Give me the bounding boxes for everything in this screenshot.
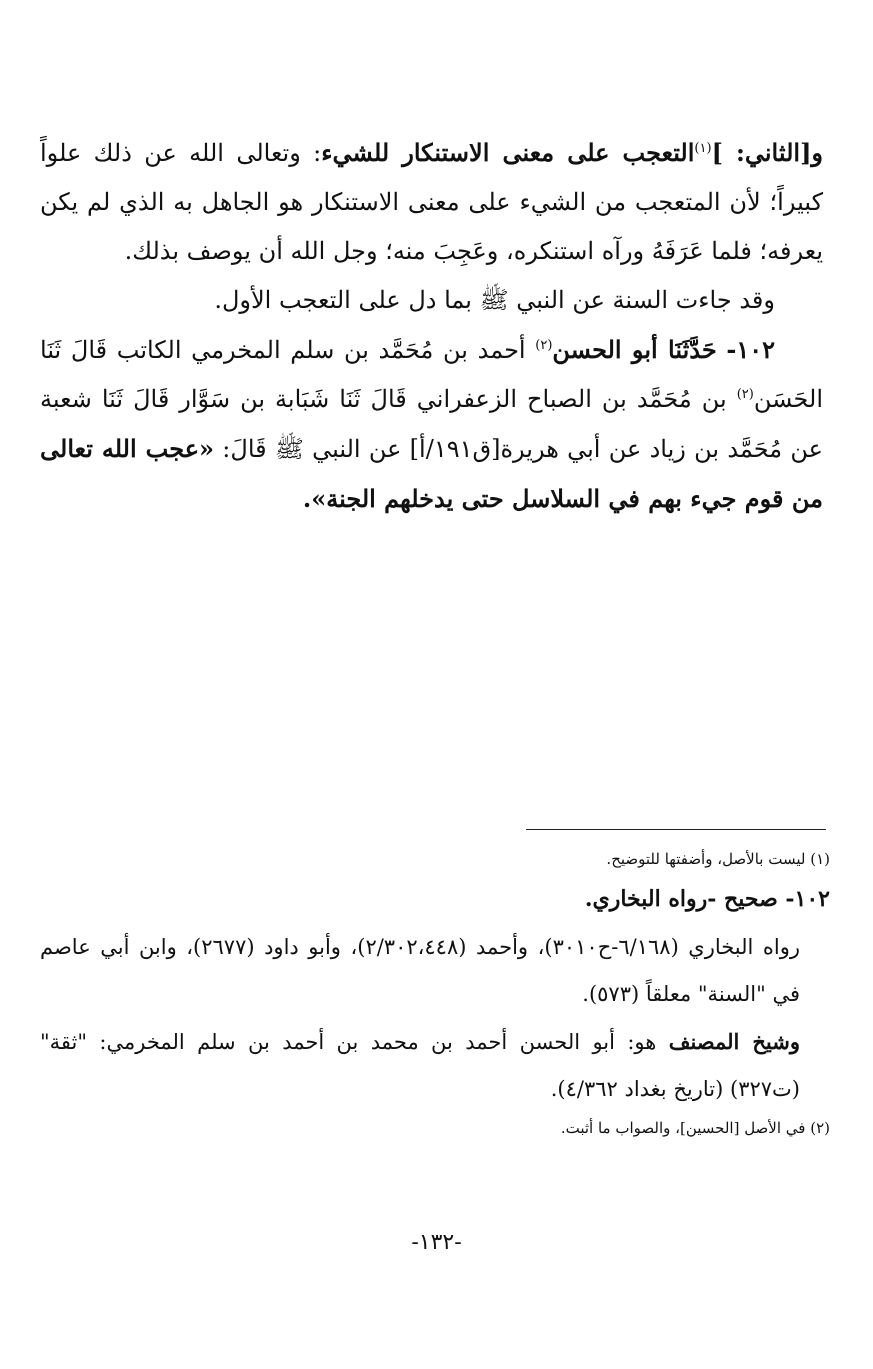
footnote-ref-1: (١) (694, 141, 712, 156)
hadith-number: ١٠٢- (726, 335, 775, 364)
footnote-1: (١) ليست بالأصل، وأضفتها للتوضيح. (606, 850, 830, 868)
shaykh-note (40, 1018, 830, 1113)
footnote-ref-2b: (٢) (736, 387, 754, 402)
paragraph-2: وقد جاءت السنة عن النبي ﷺ بما دل على التعجب الأول. (214, 286, 775, 314)
footnotes (40, 844, 830, 1143)
paragraph-1-bold-phrase: التعجب على معنى الاستنكار للشيء (321, 138, 695, 167)
takhrij-heading: ١٠٢- صحيح -رواه البخاري. (584, 886, 830, 912)
paragraph-1-lead: و[الثاني: ] (711, 138, 824, 167)
hadith-text: «عجب الله تعالى من قوم جيء بهم في السلاسل حتى يدخلهم الجنة». (40, 434, 823, 513)
paragraph-1 (40, 128, 823, 276)
takhrij-body: رواه البخاري (٦/١٦٨-ح٣٠١٠)، وأحمد (٢/٣٠٢،٤٤٨)، وأبو داود (٢٦٧٧)، وابن أبي عاصم في "السنة" معلقاً (٥٧٣). (40, 935, 801, 1006)
hadith-narration-lead: حَدَّثَنَا أبو الحسن (552, 335, 717, 364)
paragraph-1-body: : وتعالى الله عن ذلك علواً كبيراً؛ لأن المتعجب من الشيء على معنى الاستنكار هو الجاهل به الذي لم يكن يعرفه؛ فلما عَرَفَهُ ورآه استنكره، وعَجِبَ منه؛ وجل الله أن يوصف بذلك. (40, 139, 823, 265)
hadith-102 (40, 325, 823, 524)
hadith-chain-rest: بن مُحَمَّد بن الصباح الزعفراني قَالَ ثَنَا شَبَابة بن سَوَّار قَالَ ثَنَا شعبة عن مُحَمَّد بن زياد عن أبي هريرة[ق١٩١/أ] عن النبي ﷺ قَالَ: (40, 385, 823, 463)
footnote-ref-2a: (٢) (535, 338, 553, 353)
footnote-divider (526, 829, 826, 830)
shaykh-label: وشيخ المصنف (668, 1029, 801, 1054)
hadith-chain-mid: أحمد بن مُحَمَّد بن سلم المخرمي الكاتب قَالَ ثَنَا الحَسَن (40, 336, 823, 413)
footnote-2: (٢) في الأصل [الحسين]، والصواب ما أثبت. (560, 1119, 830, 1137)
page-number: -١٣٢- (411, 1230, 462, 1255)
main-text (40, 128, 823, 524)
shaykh-body: هو: أبو الحسن أحمد بن محمد بن أحمد بن سلم المخرمي: "ثقة" (ت٣٢٧) (تاريخ بغداد ٤/٣٦٢). (40, 1030, 800, 1101)
